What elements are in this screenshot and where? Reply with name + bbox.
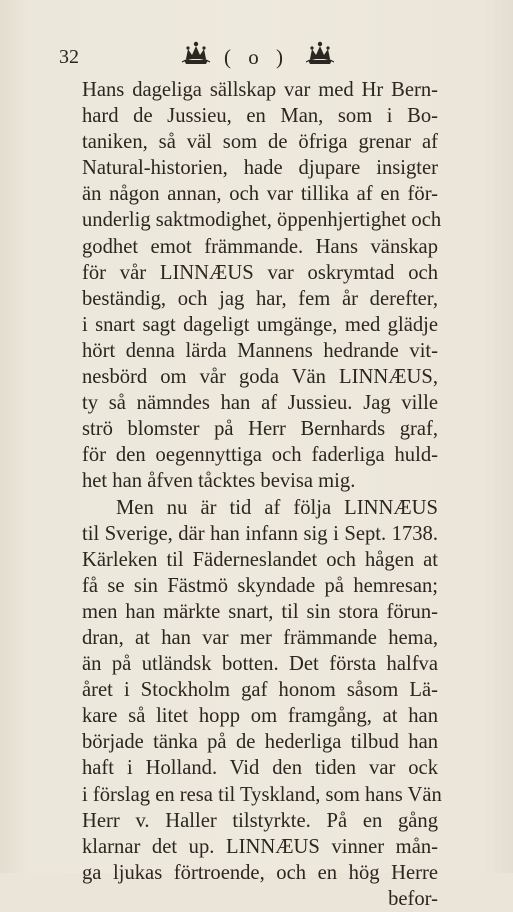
text-line: het han åfven tåcktes bevisa mig.	[82, 470, 356, 493]
text-line: taniken, så väl som de öfriga grenar af	[82, 131, 438, 154]
text-line: beständig, och jag har, fem år derefter,	[82, 287, 438, 310]
crown-ornament-icon	[180, 40, 212, 66]
text-line: för den oegennyttiga och faderliga huld-	[82, 444, 438, 467]
text-line: få se sin Fästmö skyndade på hemresan;	[82, 574, 438, 597]
crown-ornament-icon	[304, 40, 336, 66]
text-line: klarnar det up. LINNÆUS vinner mån-	[82, 835, 438, 858]
text-line: haft i Holland. Vid den tiden var ock	[82, 757, 438, 780]
running-head: ( o )	[224, 45, 289, 69]
text-line: Kärleken til Fäderneslandet och hågen at	[82, 548, 438, 571]
text-line: nesbörd om vår goda Vän LINNÆUS,	[82, 366, 438, 389]
text-line: underlig saktmodighet, öppenhjertighet och	[82, 209, 442, 232]
text-line: kare så litet hopp om framgång, at han	[82, 705, 438, 728]
text-line: Hans dageliga sällskap var med Hr Bern-	[82, 79, 438, 101]
text-line: började tänka på de hederliga tilbud han	[82, 731, 438, 754]
text-line: än på utländsk botten. Det första halfva	[82, 653, 438, 676]
text-line: godhet emot främmande. Hans vänskap	[82, 235, 438, 258]
text-line: til Sverige, där han infann sig i Sept. 1738.	[82, 522, 438, 545]
text-line: Men nu är tid af följa LINNÆUS	[116, 496, 438, 519]
text-line: ga ljukas förtroende, och en hög Herre	[82, 861, 438, 884]
text-line: för vår LINNÆUS var oskrymtad och	[82, 261, 438, 284]
text-line: Natural-historien, hade djupare insigter	[82, 157, 438, 180]
page-number: 32	[59, 46, 79, 68]
catchword: befor-	[388, 887, 438, 910]
text-line: Herr v. Haller tilstyrkte. På en gång	[82, 809, 438, 832]
text-line: hört denna lärda Mannens hedrande vit-	[82, 339, 438, 362]
text-line: strö blomster på Herr Bernhards graf,	[82, 418, 438, 441]
text-line: men han märkte snart, til sin stora förun-	[82, 600, 438, 623]
text-line: än någon annan, och var tillika af en för-	[82, 183, 438, 206]
page-header	[56, 40, 436, 70]
text-line: i snart sagt dageligt umgänge, med glädje	[82, 313, 438, 336]
text-line: ty så nämndes han af Jussieu. Jag ville	[82, 392, 438, 415]
text-line: i förslag en resa til Tyskland, som hans Vän	[82, 783, 442, 806]
text-line: året i Stockholm gaf honom såsom Lä-	[82, 679, 438, 702]
text-line: dran, at han var mer främmande hema,	[82, 626, 438, 649]
text-line: hard de Jussieu, en Man, som i Bo-	[82, 105, 438, 128]
body-text	[82, 77, 442, 912]
